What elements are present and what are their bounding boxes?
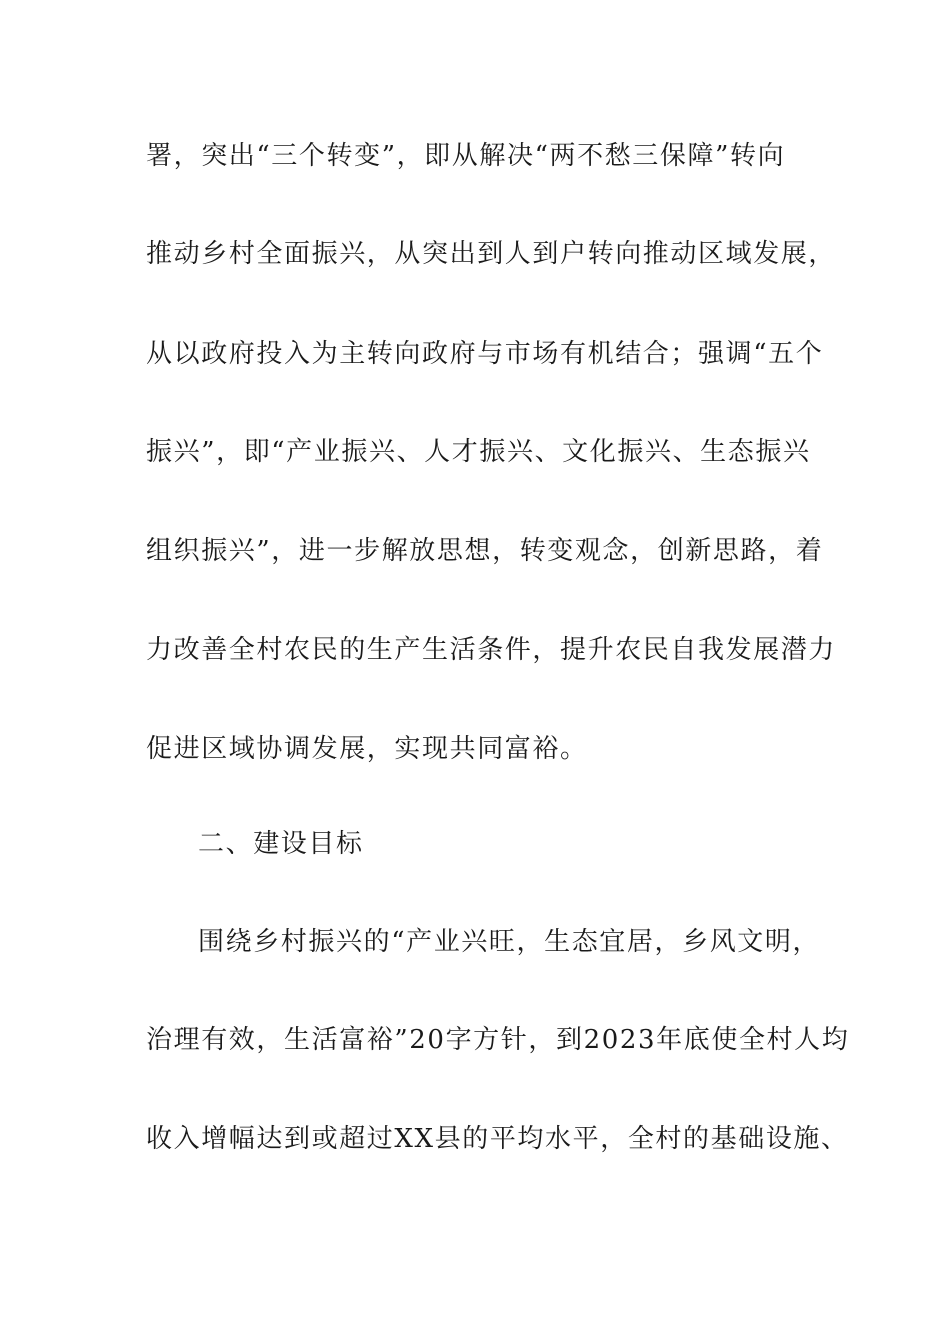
section-heading: 二、建设目标 [198,829,364,859]
body-text-line: 围绕乡村振兴的“产业兴旺，生态宜居，乡风文明， [198,927,821,957]
body-text-line: 署，突出“三个转变”，即从解决“两不愁三保障”转向 [146,141,786,171]
body-text-line: 从以政府投入为主转向政府与市场有机结合；强调“五个 [146,339,824,369]
body-text-line: 促进区域协调发展，实现共同富裕。 [146,734,588,764]
body-text-line: 收入增幅达到或超过XX县的平均水平，全村的基础设施、 [146,1124,849,1154]
body-text-line: 治理有效，生活富裕”20字方针，到2023年底使全村人均 [146,1025,850,1055]
body-text-line: 力改善全村农民的生产生活条件，提升农民自我发展潜力 [146,635,837,665]
body-text-line: 推动乡村全面振兴，从突出到人到户转向推动区域发展， [146,239,837,269]
body-text-line: 振兴”，即“产业振兴、人才振兴、文化振兴、生态振兴 [146,437,811,467]
body-text-line: 组织振兴”，进一步解放思想，转变观念，创新思路，着 [146,536,824,566]
